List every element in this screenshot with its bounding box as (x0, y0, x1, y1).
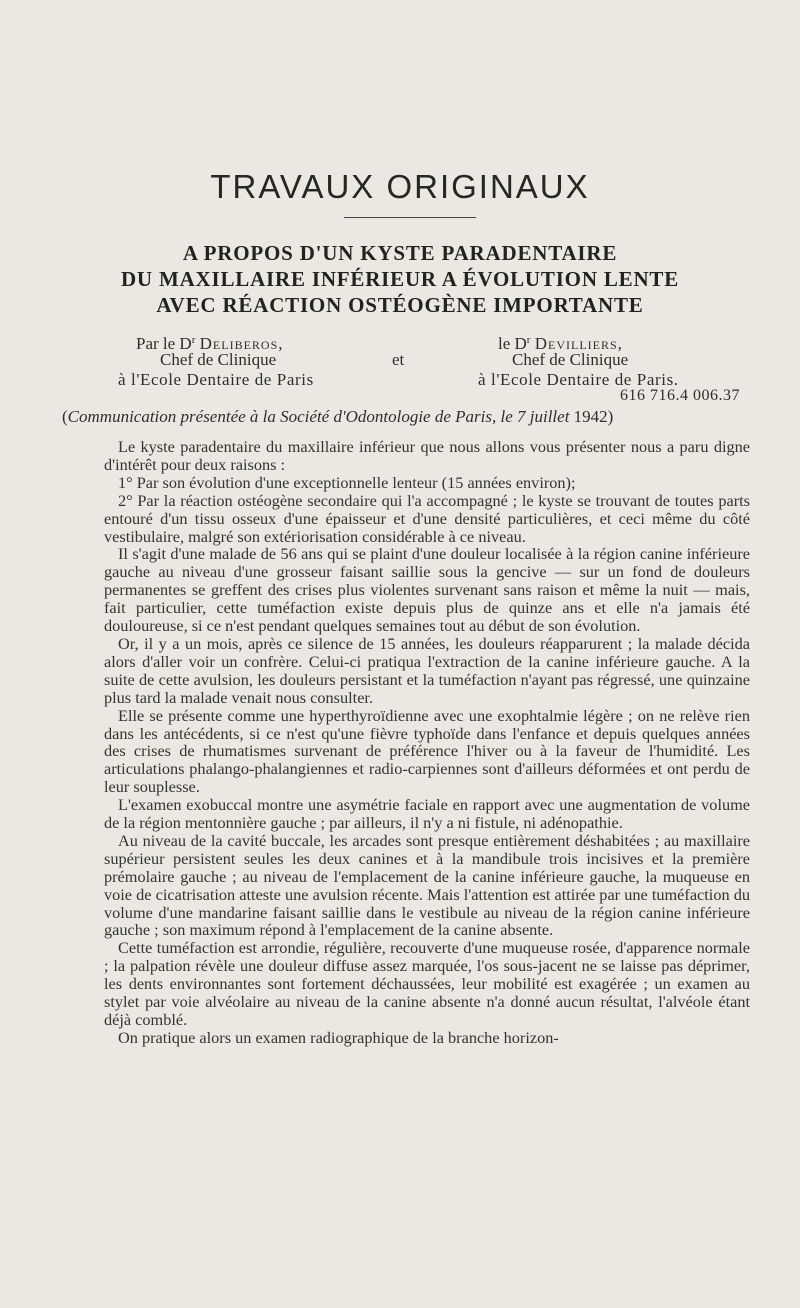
paragraph: Le kyste paradentaire du maxillaire inférieur que nous allons vous présenter nous a paru digne d'intérêt pour deux raisons : (104, 437, 750, 474)
author-left-school: à l'Ecole Dentaire de Paris (118, 370, 314, 389)
paragraph: 1° Par son évolution d'une exceptionnelle lenteur (15 années environ); (118, 472, 576, 492)
authors-connector: et (392, 350, 405, 369)
section-title: TRAVAUX ORIGINAUX (210, 168, 590, 205)
title-line: AVEC RÉACTION OSTÉOGÈNE IMPORTANTE (156, 293, 644, 317)
author-left-name: Par le $D^r$ Deliberos, (136, 334, 284, 353)
paragraph: Cette tuméfaction est arrondie, régulière, recouverte d'une muqueuse rosée, d'apparence normale ; la palpation révèle une douleur diffuse assez marquée, l'os sous-jacent ne se laisse pas déprimer, les dents environnantes sont fortement déchaussées, leur mobilité est exagérée ; un examen au stylet par voie alvéolaire au niveau de la canine absente n'a donné aucun résultat, l'alvéole étant déjà comblé. (104, 938, 750, 1029)
title-line: DU MAXILLAIRE INFÉRIEUR A ÉVOLUTION LENTE (120, 267, 680, 291)
paragraph: 2° Par la réaction ostéogène secondaire qui l'a accompagné ; le kyste se trouvant de toutes parts entouré d'un tissu osseux d'une épaisseur et d'une densité particulières, et ceci même du côté vestibulaire, malgré son extériorisation considérable à ce niveau. (104, 490, 750, 546)
author-right-role: Chef de Clinique (512, 350, 629, 369)
classification-reference: 616 716.4 006.37 (620, 387, 740, 404)
article-title (0, 240, 800, 318)
paragraph: L'examen exobuccal montre une asymétrie faciale en rapport avec une augmentation de volume de la région mentonnière gauche ; par ailleurs, il n'y a ni fistule, ni adénopathie. (104, 795, 750, 833)
title-line: A PROPOS D'UN KYSTE PARADENTAIRE (182, 241, 618, 265)
paragraph: Au niveau de la cavité buccale, les arcades sont presque entièrement déshabitées ; au maxillaire supérieur persistent seules les deux canines et à la mandibule trois incisives et la première prémolaire gauche ; au niveau de l'emplacement de la canine inférieure gauche, la muqueuse en voie de cicatrisation atteste une avulsion récente. Mais l'attention est attirée par une tuméfaction du volume d'une mandarine faisant saillie dans le vestibule au niveau de la région canine inférieure gauche ; son maximum répond à l'emplacement de la canine absente. (104, 830, 750, 940)
paragraph: On pratique alors un examen radiographique de la branche horizon- (118, 1027, 559, 1047)
communication-note: (Communication présentée à la Société d'Odontologie de Paris, le 7 juillet 1942) (62, 407, 614, 426)
paragraph: Elle se présente comme une hyperthyroïdienne avec une exophtalmie légère ; on ne relève rien dans les antécédents, si ce n'est qu'une fièvre typhoïde dans l'enfance et depuis quelques années des crises de rhumatismes survenant de préférence l'hiver ou à la faveur de l'humidité. Les articulations phalango-phalangiennes et radio-carpiennes sont d'ailleurs déformées et ont perdu de leur souplesse. (104, 705, 750, 797)
author-right-school: à l'Ecole Dentaire de Paris. (478, 370, 679, 389)
title-divider (344, 217, 476, 218)
author-left-role: Chef de Clinique (160, 350, 277, 369)
paragraph: Or, il y a un mois, après ce silence de 15 années, les douleurs réapparurent ; la malade décida alors d'aller voir un confrère. Celui-ci pratiqua l'extraction de la canine inférieure gauche. A la suite de cette avulsion, les douleurs persistant et la tuméfaction n'ayant pas régressé, une quinzaine plus tard la malade venait nous consulter. (104, 633, 750, 707)
article-body (104, 438, 750, 1047)
paragraph: Il s'agit d'une malade de 56 ans qui se plaint d'une douleur localisée à la région canine inférieure gauche au niveau d'une grosseur faisant saillie sous la gencive — sur un fond de douleurs permanentes se greffent des crises plus violentes survenant sans raison et même la nuit — mais, fait particulier, cette tuméfaction existe depuis plus de quinze ans et elle n'a jamais été douloureuse, si ce n'est pendant quelques semaines tout au début de son évolution. (104, 544, 750, 636)
author-right-name: le $D^r$ Devilliers, (498, 334, 623, 353)
